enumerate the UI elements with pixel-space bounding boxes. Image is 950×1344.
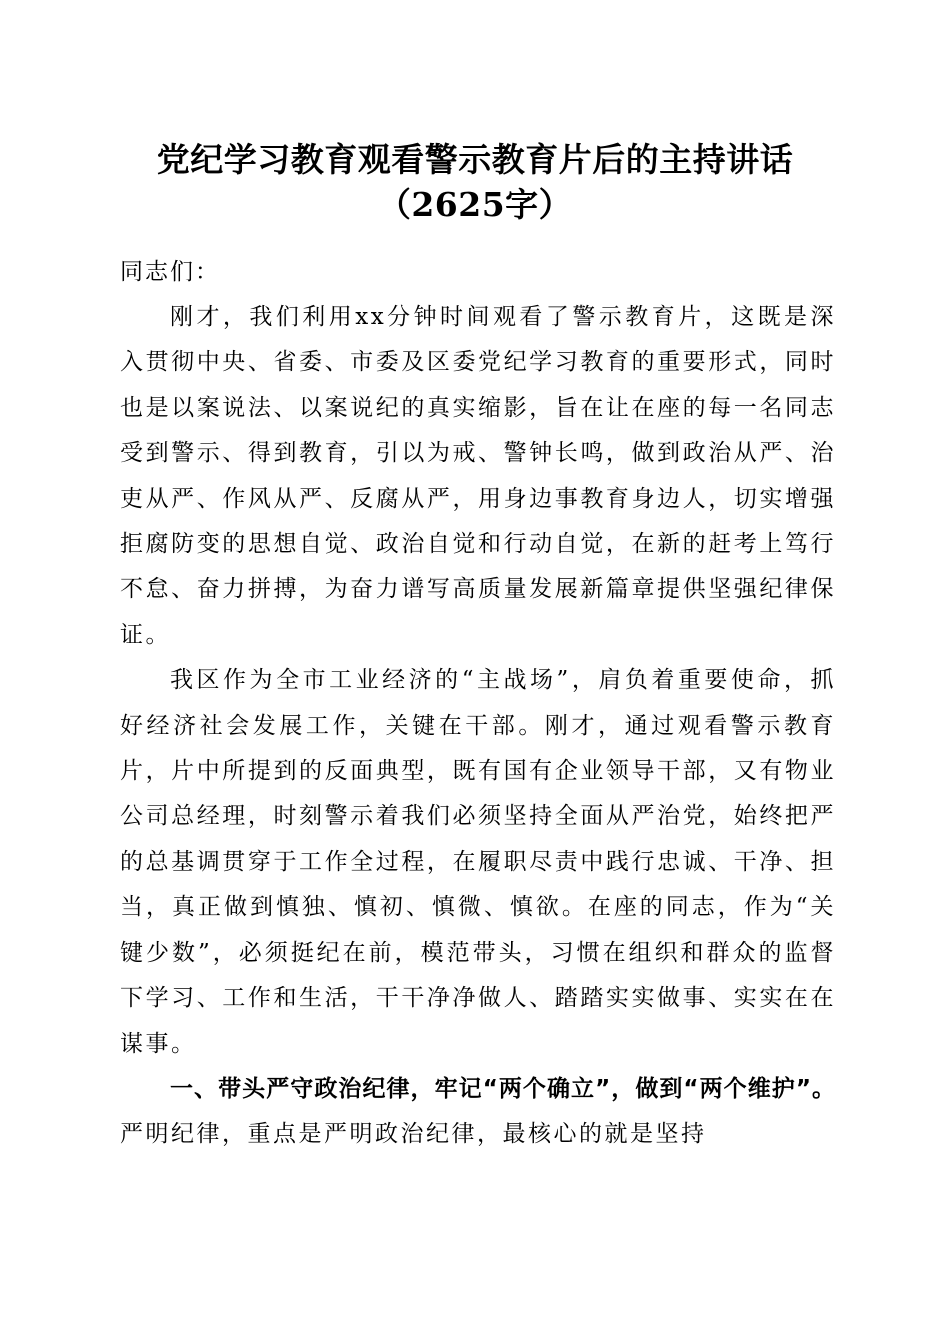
section-1-heading: 一、带头严守政治纪律，牢记“两个确立”，做到“两个维护”。 <box>170 1075 836 1102</box>
paragraph-1: 刚才，我们利用xx分钟时间观看了警示教育片，这既是深入贯彻中央、省委、市委及区委党纪学习教育的重要形式，同时也是以案说法、以案说纪的真实缩影，旨在让在座的每一名同志受到警示、得到教育，引以为戒、警钟长鸣，做到政治从严、治吏从严、作风从严、反腐从严，用身边事教育身边人，切实增强拒腐防变的思想自觉、政治自觉和行动自觉，在新的赶考上笃行不怠、奋力拼搏，为奋力谱写高质量发展新篇章提供坚强纪律保证。 <box>120 304 836 648</box>
section-1-paragraph <box>120 1067 836 1158</box>
document-subtitle: （2625字） <box>377 185 573 224</box>
greeting: 同志们： <box>120 259 220 285</box>
document-title: 党纪学习教育观看警示教育片后的主持讲话 <box>156 140 794 179</box>
paragraph-2: 我区作为全市工业经济的“主战场”，肩负着重要使命，抓好经济社会发展工作，关键在干部。刚才，通过观看警示教育片，片中所提到的反面典型，既有国有企业领导干部，又有物业公司总经理，时刻警示着我们必须坚持全面从严治党，始终把严的总基调贯穿于工作全过程，在履职尽责中践行忠诚、干净、担当，真正做到慎独、慎初、慎微、慎欲。在座的同志，作为“关键少数”，必须挺纪在前，模范带头，习惯在组织和群众的监督下学习、工作和生活，干干净净做人、踏踏实实做事、实实在在谋事。 <box>120 667 836 1057</box>
body-text <box>120 295 836 1158</box>
section-1-text: 严明纪律，重点是严明政治纪律，最核心的就是坚持 <box>120 1121 707 1148</box>
